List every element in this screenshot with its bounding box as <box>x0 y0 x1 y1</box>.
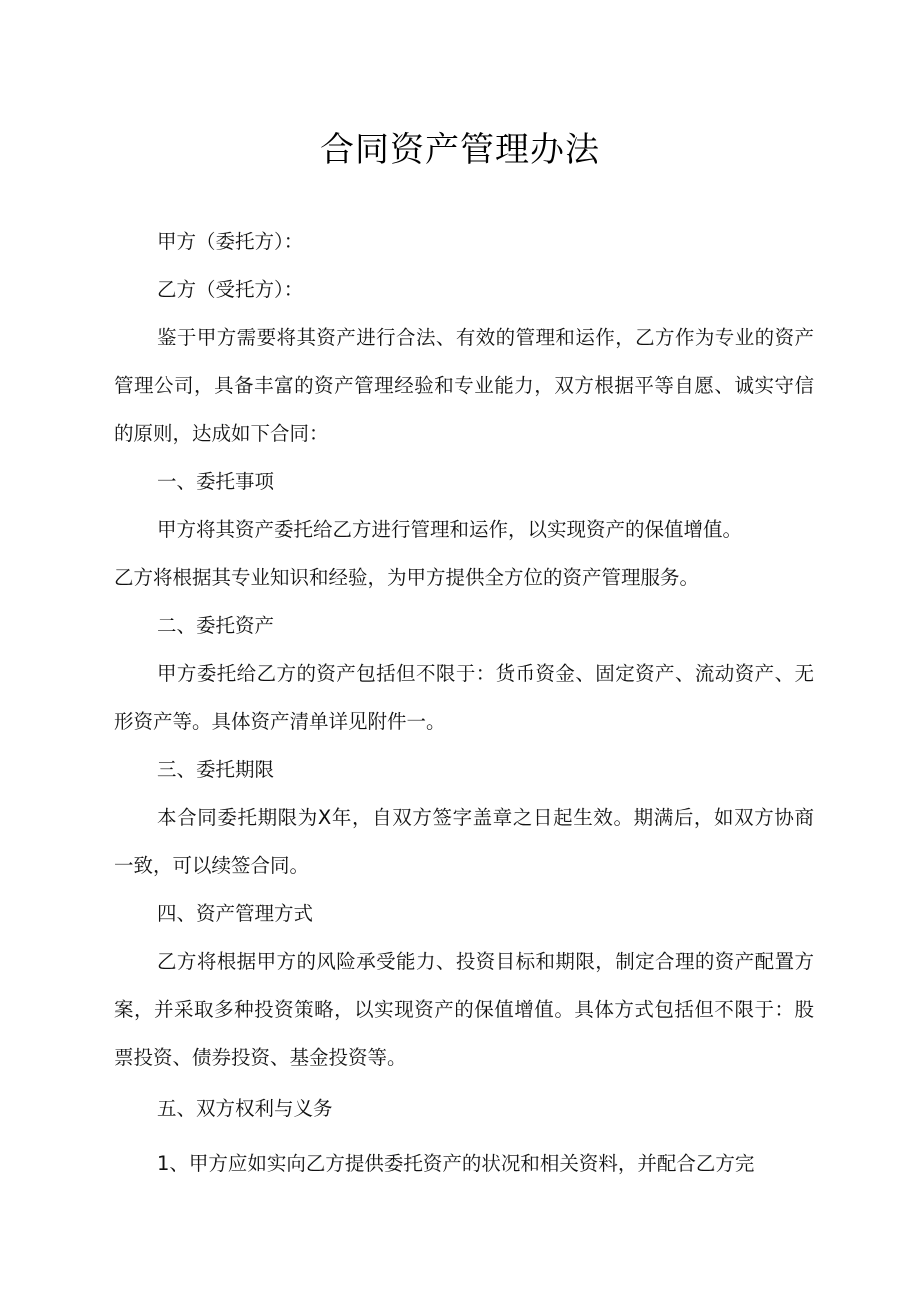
preamble-line-3: 的原则，达成如下合同： <box>114 422 329 445</box>
preamble-line-1: 鉴于甲方需要将其资产进行合法、有效的管理和运作，乙方作为专业的资产 <box>157 326 814 349</box>
section-2-line-2: 形资产等。具体资产清单详见附件一。 <box>114 710 446 733</box>
preamble-line-2: 管理公司，具备丰富的资产管理经验和专业能力，双方根据平等自愿、诚实守信 <box>114 374 814 397</box>
section-4-line-2: 案，并采取多种投资策略，以实现资产的保值增值。具体方式包括但不限于：股 <box>114 998 814 1021</box>
section-4-line-1: 乙方将根据甲方的风险承受能力、投资目标和期限，制定合理的资产配置方 <box>157 950 814 973</box>
section-5-line-1: 1、甲方应如实向乙方提供委托资产的状况和相关资料，并配合乙方完 <box>157 1152 755 1175</box>
section-heading-5: 五、双方权利与义务 <box>157 1097 333 1120</box>
section-1-line-1: 甲方将其资产委托给乙方进行管理和运作，以实现资产的保值增值。 <box>157 518 743 541</box>
section-heading-2: 二、委托资产 <box>157 614 275 637</box>
party-b-line: 乙方（受托方）： <box>157 278 304 301</box>
section-3-line-2: 一致，可以续签合同。 <box>114 854 310 877</box>
section-3-line-1: 本合同委托期限为X年，自双方签字盖章之日起生效。期满后，如双方协商 <box>157 806 814 829</box>
section-heading-1: 一、委托事项 <box>157 470 275 493</box>
section-4-line-3: 票投资、债券投资、基金投资等。 <box>114 1046 407 1069</box>
document-title: 合同资产管理办法 <box>320 130 600 170</box>
section-heading-4: 四、资产管理方式 <box>157 902 314 925</box>
section-heading-3: 三、委托期限 <box>157 758 275 781</box>
section-2-line-1: 甲方委托给乙方的资产包括但不限于：货币资金、固定资产、流动资产、无 <box>157 662 814 685</box>
section-1-line-2: 乙方将根据其专业知识和经验，为甲方提供全方位的资产管理服务。 <box>114 566 700 589</box>
party-a-line: 甲方（委托方）： <box>157 230 304 253</box>
